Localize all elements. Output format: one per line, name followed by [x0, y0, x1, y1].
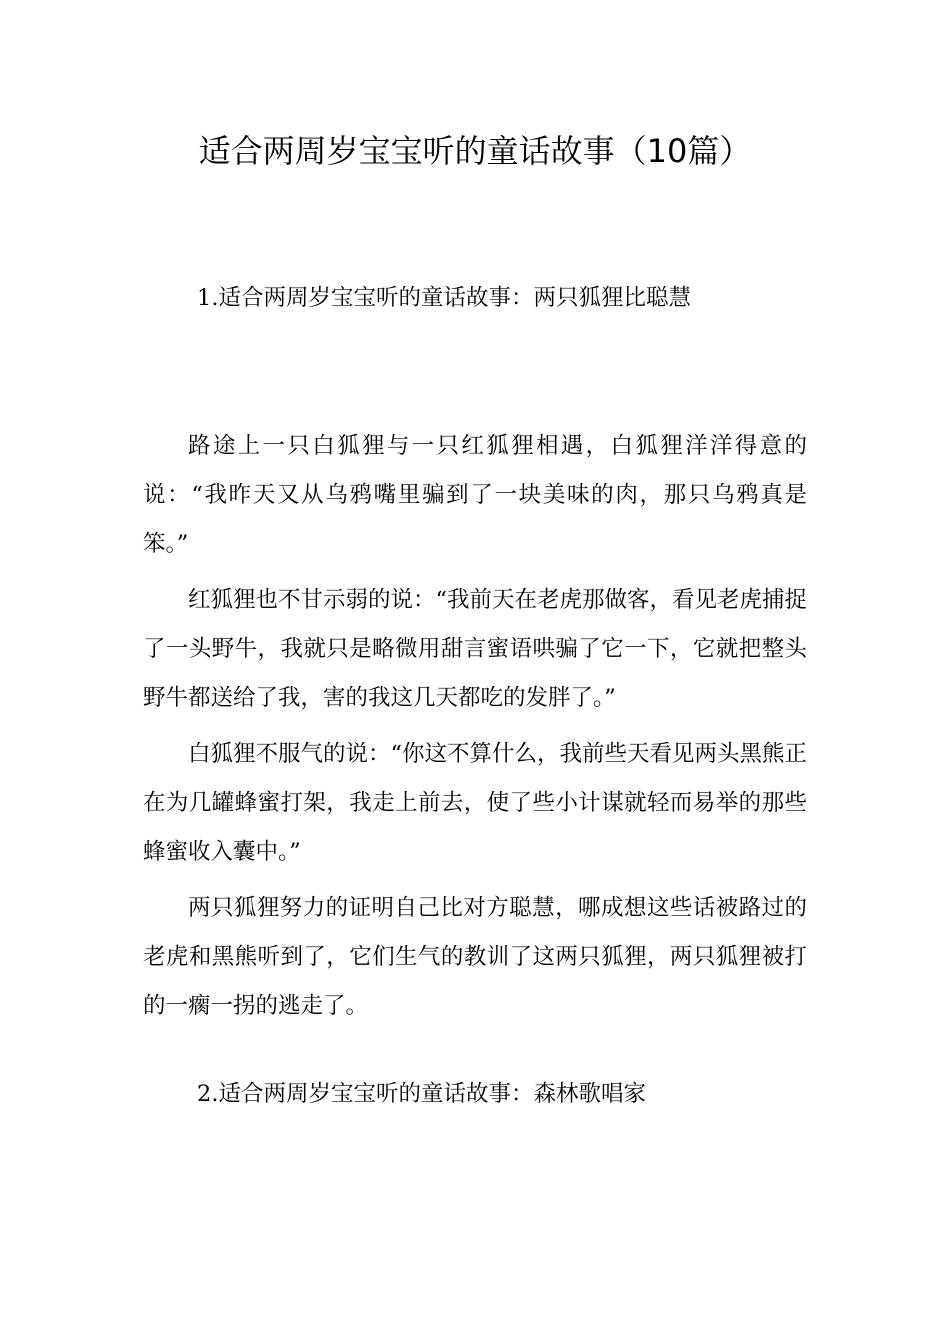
paragraph: 红狐狸也不甘示弱的说：“我前天在老虎那做客，看见老虎捕捉了一头野牛，我就只是略微用甜言蜜语哄骗了它一下，它就把整头野牛都送给了我，害的我这几天都吃的发胖了。”	[143, 587, 808, 711]
section-heading-1: 1.适合两周岁宝宝听的童话故事：两只狐狸比聪慧	[197, 285, 691, 311]
paragraph: 白狐狸不服气的说：“你这不算什么，我前些天看见两头黑熊正在为几罐蜂蜜打架，我走上前去，使了些小计谋就轻而易举的那些蜂蜜收入囊中。”	[143, 741, 808, 865]
paragraph: 两只狐狸努力的证明自己比对方聪慧，哪成想这些话被路过的老虎和黑熊听到了，它们生气的教训了这两只狐狸，两只狐狸被打的一瘸一拐的逃走了。	[143, 895, 807, 1019]
document-title: 适合两周岁宝宝听的童话故事（10篇）	[198, 132, 752, 170]
section-heading-2: 2.适合两周岁宝宝听的童话故事：森林歌唱家	[197, 1081, 646, 1107]
story-body-1	[143, 422, 807, 1031]
paragraph: 路途上一只白狐狸与一只红狐狸相遇，白狐狸洋洋得意的说：“我昨天又从乌鸦嘴里骗到了一块美味的肉，那只乌鸦真是笨。”	[143, 433, 807, 557]
